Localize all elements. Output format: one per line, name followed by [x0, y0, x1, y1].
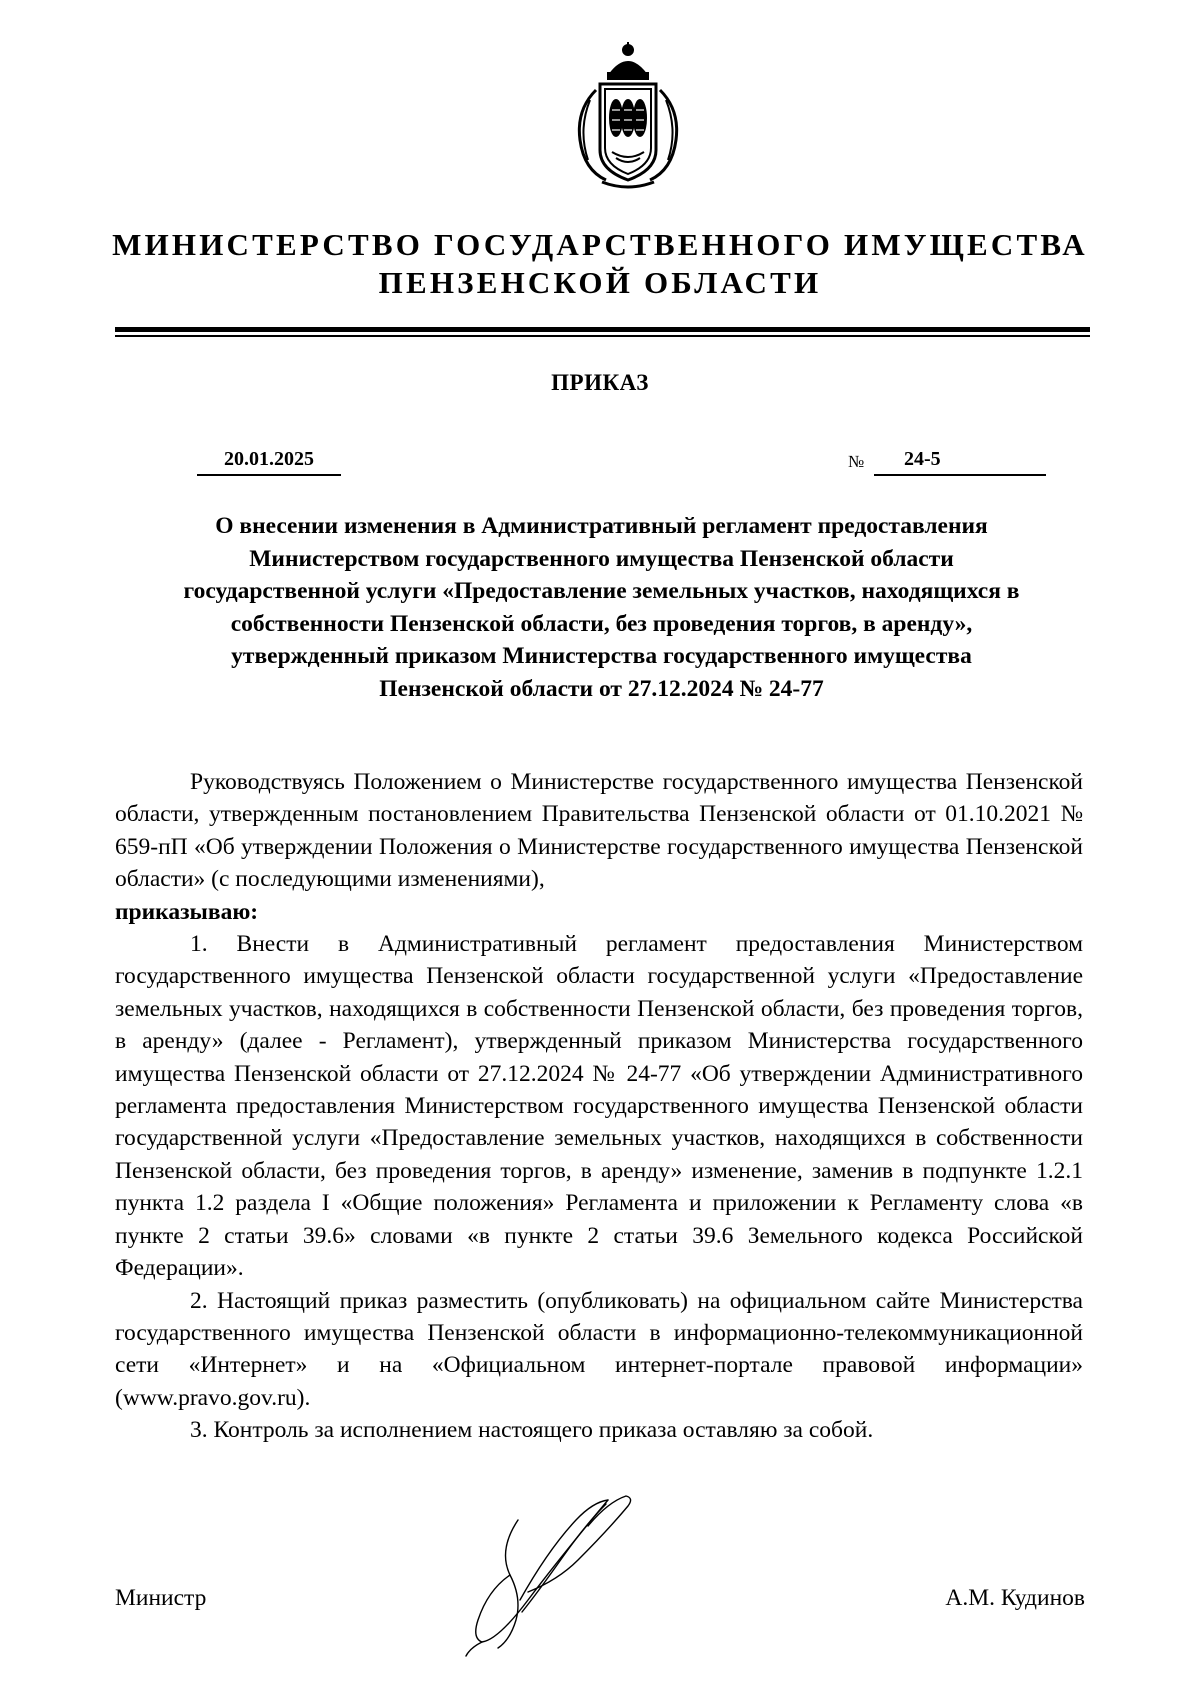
title-line: О внесении изменения в Административный регламент предоставления: [215, 513, 988, 539]
document-number: 24-5: [874, 447, 1046, 476]
signer-name: А.М. Кудинов: [945, 1585, 1085, 1611]
item-2-paragraph: 2. Настоящий приказ разместить (опубликовать) на официальном сайте Министерства государственного имущества Пензенской области в информационно-телекоммуникационной сети «Интернет» и на «Официальном интернет-портале правовой информации» (www.pravo.gov.ru).: [115, 1287, 1083, 1411]
order-word: приказываю:: [115, 898, 259, 925]
organization-name-line-2: ПЕНЗЕНСКОЙ ОБЛАСТИ: [378, 265, 822, 300]
title-line: Пензенской области от 27.12.2024 № 24-77: [379, 675, 824, 702]
order-word-paragraph: [115, 896, 1083, 928]
coat-of-arms-emblem: [566, 40, 690, 190]
document-date: 20.01.2025: [197, 447, 341, 476]
item-3-paragraph: 3. Контроль за исполнением настоящего приказа оставляю за собой.: [190, 1417, 874, 1444]
title-line: Министерством государственного имущества Пензенской области: [249, 545, 954, 572]
header-divider-thick: [115, 327, 1090, 332]
title-line: собственности Пензенской области, без проведения торгов, в аренду»,: [230, 610, 973, 637]
document-type: ПРИКАЗ: [551, 370, 649, 395]
organization-name: [100, 226, 1100, 302]
document-title: [118, 510, 1085, 706]
number-sign: №: [848, 452, 865, 471]
title-line: государственной услуги «Предоставление земельных участков, находящихся в: [183, 578, 1020, 605]
preamble-paragraph: Руководствуясь Положением о Министерстве государственного имущества Пензенской области, утвержденным постановлением Правительства Пензенской области от 01.10.2021 № 659-пП «Об утверждении Положения о Министерстве государственного имущества Пензенской области» (с последующими изменениями),: [115, 769, 1083, 893]
document-body: [115, 766, 1083, 1447]
organization-name-line-1: МИНИСТЕРСТВО ГОСУДАРСТВЕННОГО ИМУЩЕСТВА: [112, 227, 1088, 262]
title-line: утвержденный приказом Министерства государственного имущества: [231, 643, 972, 670]
header-divider-thin: [115, 335, 1090, 337]
handwritten-signature: [458, 1480, 668, 1660]
signer-position: Министр: [115, 1585, 207, 1611]
item-1-paragraph: 1. Внести в Административный регламент предоставления Министерством государственного имущества Пензенской области государственной услуги «Предоставление земельных участков, находящихся в собственности Пензенской области, без проведения торгов, в аренду» (далее - Регламент), утвержденный приказом Министерства государственного имущества Пензенской области от 27.12.2024 № 24-77 «Об утверждении Административного регламента предоставления Министерством государственного имущества Пензенской области государственной услуги «Предоставление земельных участков, находящихся в собственности Пензенской области, без проведения торгов, в аренду» изменение, заменив в подпункте 1.2.1 пункта 1.2 раздела I «Общие положения» Регламента и приложении к Регламенту слова «в пункте 2 статьи 39.6» словами «в пункте 2 статьи 39.6 Земельного кодекса Российской Федерации».: [115, 931, 1083, 1282]
